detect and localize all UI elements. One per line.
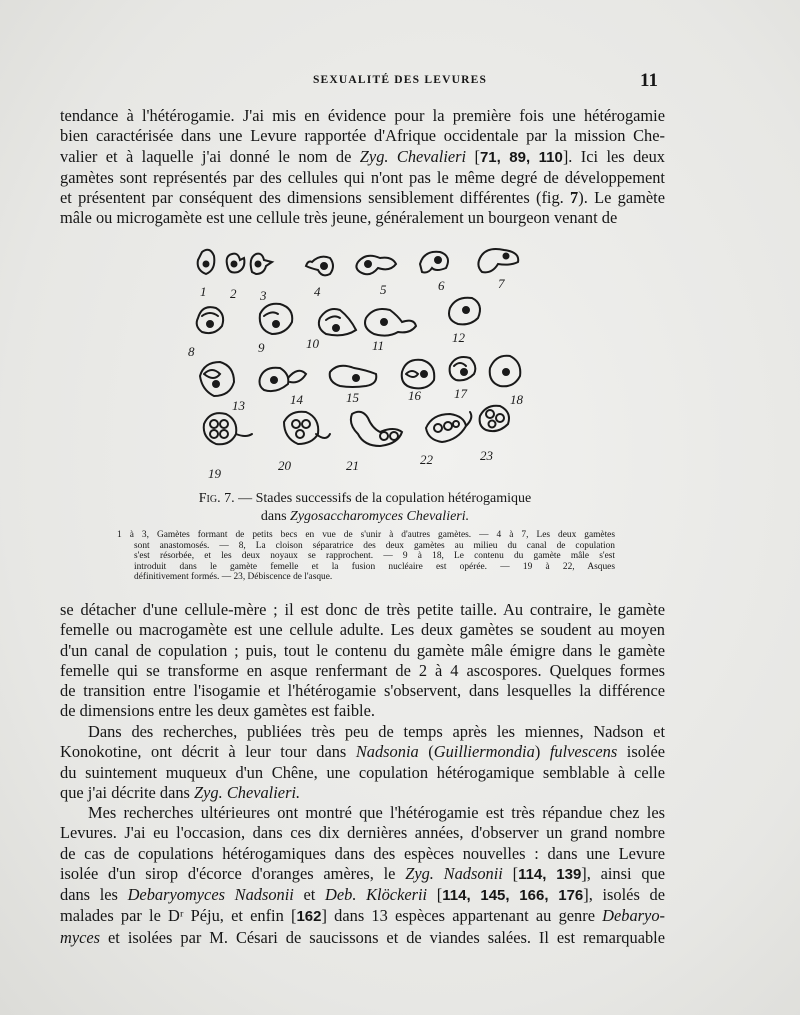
stage-label: 15 xyxy=(346,390,359,405)
figure-legend-notes xyxy=(117,530,615,583)
stage-label: 20 xyxy=(278,458,291,473)
stage-label: 8 xyxy=(188,344,195,359)
note-line: introduit dans le gamète femelle et la fusion nucléaire est opérée. — 19 à 22, Asques xyxy=(134,561,615,572)
text-line: Mes recherches ultérieures ont montré que l'hétérogamie est très répandue chez les xyxy=(88,803,665,822)
citation-ref: 114, 145, 166, 176 xyxy=(442,887,584,905)
stage-label: 19 xyxy=(208,466,221,481)
cell-stage-8 xyxy=(197,307,223,333)
citation-ref: 71, 89, 110 xyxy=(479,148,563,166)
figure-7-illustration xyxy=(180,238,550,488)
cell-stage-6 xyxy=(420,252,448,273)
cell-stage-5 xyxy=(356,256,396,275)
text-line: Dans des recherches, publiées très peu de temps après les miennes, Nadson et xyxy=(88,722,665,741)
stage-label: 18 xyxy=(510,392,523,407)
stage-label: 21 xyxy=(346,458,359,473)
running-title: SEXUALITÉ DES LEVURES xyxy=(312,74,488,86)
stage-label: 16 xyxy=(408,388,421,403)
stage-label: 2 xyxy=(230,286,237,301)
stage-label: 1 xyxy=(200,284,207,299)
cell-stage-13 xyxy=(200,362,234,396)
cell-stage-10 xyxy=(319,309,356,335)
stage-label: 5 xyxy=(380,282,387,297)
text-line: bien caractérisée dans une Levure rapportée d'Afrique occidentale par la mission Che- xyxy=(60,126,665,146)
note-line: s'est résorbée, et les deux noyaux se rapprochent. — 9 à 18, Le contenu du gamète mâle s'est xyxy=(134,551,615,562)
cell-drawings xyxy=(180,238,550,488)
stage-label: 10 xyxy=(306,336,319,351)
stage-label: 7 xyxy=(498,276,505,291)
text-line: dans les Debaryomyces Nadsonii et Deb. Klöckerii [114, 145, 166, 176], isolés de xyxy=(60,885,665,905)
cell-stage-4 xyxy=(306,257,333,276)
note-line: 1 à 3, Gamètes formant de petits becs en vue de s'unir à d'autres gamètes. — 4 à 7, Les deux gamètes xyxy=(117,530,615,540)
stage-label: 23 xyxy=(480,448,493,463)
text-line: se détacher d'une cellule-mère ; il est donc de très petite taille. Au contraire, le gamète xyxy=(60,600,665,619)
text-line: mâle ou microgamète est une cellule très jeune, généralement un bourgeon venant de xyxy=(60,208,618,228)
paragraph-4 xyxy=(60,803,665,948)
text-line: Konokotine, ont décrit à leur tour dans Nadsonia (Guilliermondia) fulvescens isolée xyxy=(60,742,665,762)
stage-label: 13 xyxy=(232,398,245,413)
stage-label: 6 xyxy=(438,278,445,293)
text-line: tendance à l'hétérogamie. J'ai mis en évidence pour la première fois une hétérogamie xyxy=(60,106,665,125)
paragraph-2 xyxy=(60,600,665,722)
cell-stage-2 xyxy=(227,254,245,273)
text-line: que j'ai décrite dans Zyg. Chevalieri. xyxy=(60,782,301,802)
text-line: Levures. J'ai eu l'occasion, dans ces dix dernières années, d'observer un grand nombre xyxy=(60,823,665,843)
cell-stage-18 xyxy=(490,356,521,387)
cell-stage-7 xyxy=(478,249,518,272)
cell-stage-3 xyxy=(251,254,272,274)
citation-ref: 114, 139 xyxy=(518,865,582,883)
stage-label: 9 xyxy=(258,340,265,355)
stage-label: 22 xyxy=(420,452,433,467)
stage-label: 11 xyxy=(372,338,385,353)
cell-stage-11 xyxy=(365,309,416,336)
cell-stage-12 xyxy=(449,298,480,325)
stage-label: 12 xyxy=(452,330,465,345)
text-line: femelle ou macrogamète est une cellule adulte. Les deux gamètes se soudent au moyen xyxy=(60,620,665,640)
cell-stage-1 xyxy=(198,250,215,274)
paragraph-1 xyxy=(60,106,665,229)
ascus-stage-21 xyxy=(351,412,402,446)
ascus-stage-20 xyxy=(284,412,330,444)
text-line: et présentent par conséquent des dimensions sensiblement différentes (fig. 7). Le gamète xyxy=(60,188,665,208)
cell-stage-16 xyxy=(402,360,435,389)
stage-label: 3 xyxy=(260,288,267,303)
ascus-stage-23 xyxy=(480,406,509,431)
stage-label: 4 xyxy=(314,284,321,299)
text-line: d'un canal de copulation ; puis, tout le contenu du gamète mâle émigre dans le gamète xyxy=(60,640,665,660)
text-line: myces et isolées par M. Césari de saucissons et de viandes salées. Il est remarquable xyxy=(60,927,665,947)
note-line: sont anastomosés. — 8, La cloison séparatrice des deux gamètes au milieu du canal de copulation xyxy=(134,540,615,551)
text-line: femelle qui se transforme en asque renfermant de 2 à 4 ascospores. Quelques formes xyxy=(60,660,665,680)
figure-caption: Fig. 7. — Stades successifs de la copulation hétérogamique dans Zygosaccharomyces Chevalieri. xyxy=(198,491,532,524)
text-line: de cas de copulations hétérogamiques dans des espèces nouvelles : dans une Levure xyxy=(60,843,665,863)
paragraph-3 xyxy=(60,722,665,803)
text-line: de dimensions entre les deux gamètes est faible. xyxy=(60,701,375,721)
cell-stage-14 xyxy=(260,368,307,391)
text-line: de transition entre l'isogamie et l'hétérogamie s'observent, dans lesquelles la différence xyxy=(60,681,665,701)
ascus-stage-22 xyxy=(426,412,471,442)
stage-label: 17 xyxy=(454,386,467,401)
note-line: définitivement formés. — 23, Débiscence de l'asque. xyxy=(134,572,333,583)
cell-stage-17 xyxy=(450,357,476,380)
text-line: malades par le Dʳ Péju, et enfin [162] dans 13 espèces appartenant au genre Debaryo- xyxy=(60,906,665,926)
stage-label: 14 xyxy=(290,392,303,407)
cell-stage-9 xyxy=(260,304,293,334)
cell-stage-15 xyxy=(330,366,377,387)
text-line: isolée d'un sirop d'écorce d'oranges amères, le Zyg. Nadsonii [114, 139], ainsi que xyxy=(60,863,665,883)
text-line: du suintement muqueux d'un Chêne, une copulation hétérogamique semblable à celle xyxy=(60,762,665,782)
page-number: 11 xyxy=(640,70,658,91)
text-line: gamètes sont représentés par des cellules qui n'ont pas le même degré de développement xyxy=(60,167,665,187)
text-line: valier et à laquelle j'ai donné le nom de Zyg. Chevalieri [71, 89, 110]. Ici les deux xyxy=(60,146,665,166)
ascus-stage-19 xyxy=(204,413,252,444)
citation-ref: 162 xyxy=(296,908,322,926)
